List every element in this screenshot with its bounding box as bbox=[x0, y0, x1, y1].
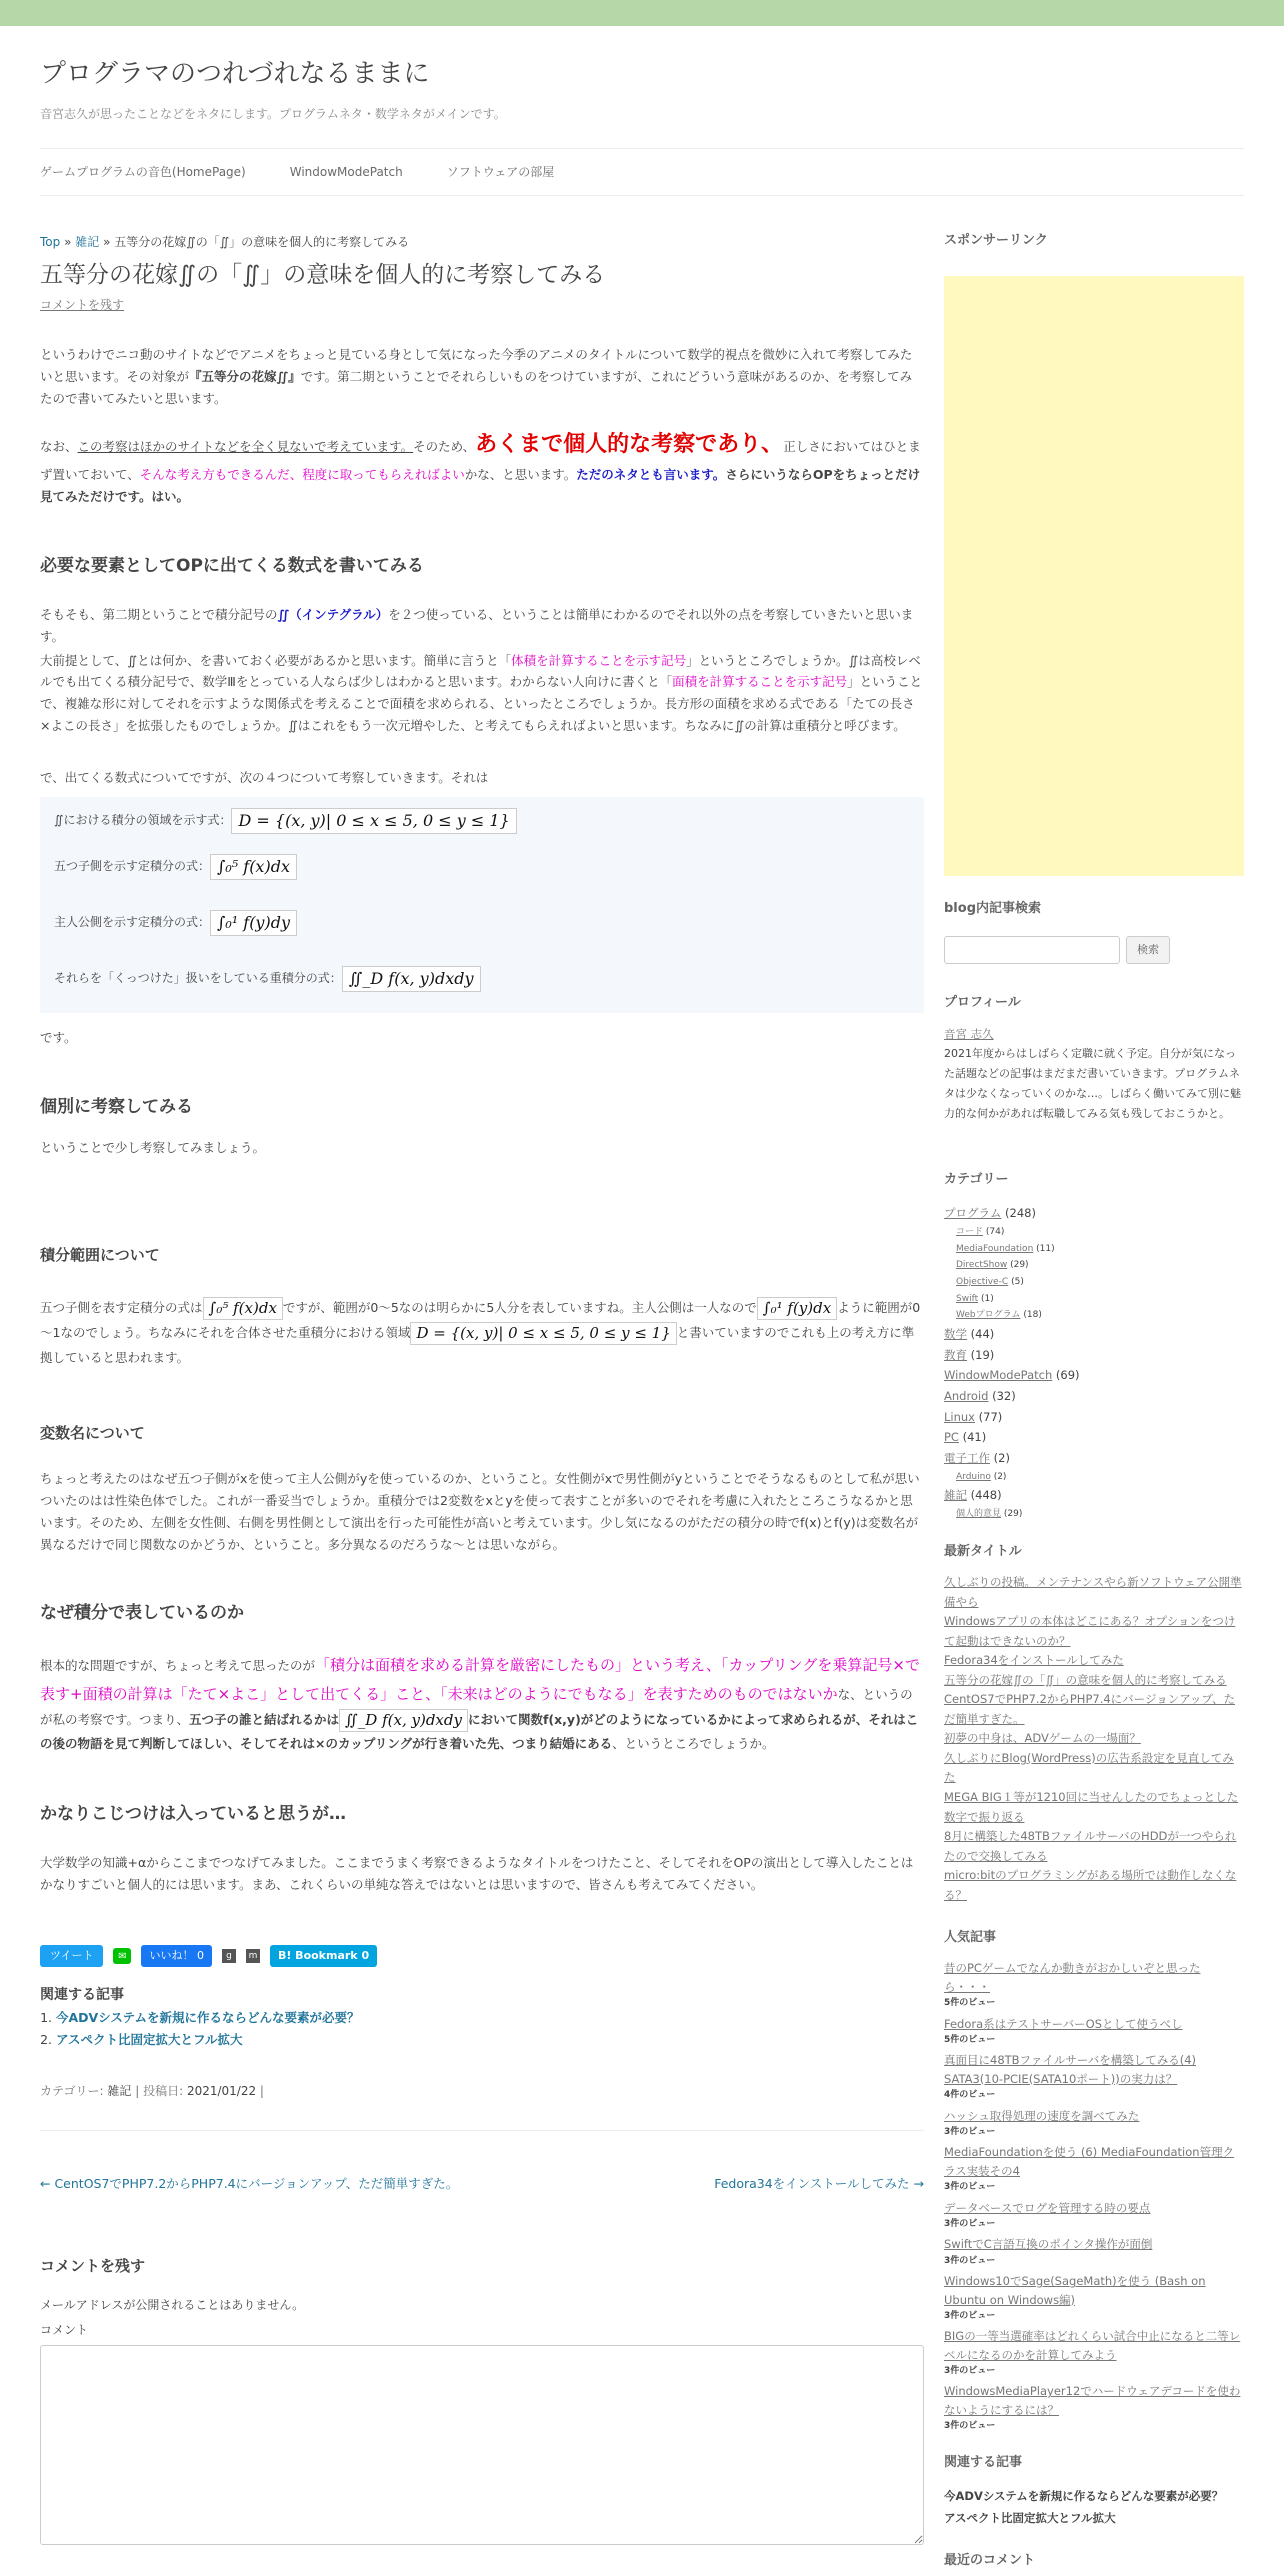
popular-post-link[interactable]: 真面目に48TBファイルサーバを構築してみる(4) SATA3(10-PCIE(SATA10ポート))の実力は？ bbox=[944, 2053, 1197, 2086]
category-item bbox=[944, 1203, 1244, 1224]
subcategory-count: (18) bbox=[1020, 1310, 1042, 1321]
heading-range: 積分範囲について bbox=[40, 1246, 160, 1265]
formula-row: 主人公側を示す定積分の式： ∫₀¹ f(y)dy bbox=[54, 895, 910, 951]
view-count: 5件のビュー bbox=[944, 2035, 996, 2046]
comment-note: メールアドレスが公開されることはありません。 bbox=[40, 2298, 305, 2313]
sponsor-title: スポンサーリンク bbox=[944, 233, 1048, 248]
related-link[interactable]: 今ADVシステムを新規に作るならどんな要素が必要？ bbox=[56, 2010, 360, 2026]
profile-name[interactable]: 音宮 志久 bbox=[944, 1026, 994, 1041]
nav-item-windowmodepatch[interactable]: WindowModePatch bbox=[289, 164, 403, 179]
post-title: 五等分の花嫁∬の「∬」の意味を個人的に考察してみる bbox=[40, 262, 606, 288]
subcategory-count: (74) bbox=[983, 1227, 1005, 1238]
category-item bbox=[944, 1407, 1244, 1428]
heading-variables: 変数名について bbox=[40, 1423, 145, 1442]
paragraph-why: 根本的な問題ですが、ちょっと考えて思ったのが「積分は面積を求める計算を厳密にしたもの」という考え、「カップリングを乗算記号×で表す+面積の計算は「たて×よこ」として出てくる」こと、「未来はどのようにでもなる」を表すためのものではないかな、というのが私の考察です。つまり、五つ子の誰と結ばれるかは ∬_D f(x, y)dxdy において関数f(x,y)がどのようになっているかによって求められるが、それはこの後の物語を見て判断してほしい、そしてそれは×のカップリングが行き着いた先、つまり結婚にある、というところでしょうか。 bbox=[40, 1656, 920, 1752]
hatena-bookmark-button[interactable]: B! Bookmark 0 bbox=[270, 1945, 377, 1966]
paragraph-definition: 大前提として、∬とは何か、を書いておく必要があるかと思います。簡単に言うと「体積を計算することを示す記号」というところでしょうか。∬は高校レベルでも出てくる積分記号で、数学Ⅲをとっている人ならば少しはわかると思います。わからない人向けに書くと「面積を計算することを示す記号」ということで、複雑な形に対してそれを示すような関係式を考えることで面積を求められる、といったところでしょうか。長方形の面積を求める式である「たての長さ×よこの長さ」を拡張したものでしょうか。∬はこれをもう一次元増やした、と考えてもらえればよいと思います。ちなみに∬の計算は重積分と呼びます。 bbox=[40, 652, 923, 734]
search-input[interactable] bbox=[944, 936, 1120, 964]
breadcrumb-current: 五等分の花嫁∬の「∬」の意味を個人的に考察してみる bbox=[114, 235, 410, 249]
popular-post-link[interactable]: データベースでログを管理する時の要点 bbox=[944, 2200, 1151, 2215]
recent-post-link[interactable]: 久しぶりにBlog(WordPress)の広告系設定を見直してみた bbox=[944, 1750, 1234, 1785]
view-count: 5件のビュー bbox=[944, 1998, 996, 2009]
popular-post-link[interactable]: ハッシュ取得処理の速度を調べてみた bbox=[944, 2108, 1140, 2123]
category-count: (448) bbox=[967, 1488, 1002, 1503]
category-link[interactable]: 教育 bbox=[944, 1347, 967, 1362]
recent-post-link[interactable]: 久しぶりの投稿。メンテナンスやら新ソフトウェア公開準備やら bbox=[944, 1574, 1242, 1609]
subcategory-link[interactable]: Arduino bbox=[956, 1471, 991, 1482]
date-link[interactable]: 2021/01/22 bbox=[186, 2083, 257, 2098]
category-item bbox=[944, 1427, 1244, 1448]
subcategory-item bbox=[956, 1241, 1244, 1258]
recent-post-link[interactable]: CentOS7でPHP7.2からPHP7.4にバージョンアップ、ただ簡単すぎた。 bbox=[944, 1692, 1235, 1726]
subcategory-item bbox=[956, 1291, 1244, 1308]
divider bbox=[40, 2130, 924, 2131]
formula-row: 五つ子側を示す定積分の式： ∫₀⁵ f(x)dx bbox=[54, 839, 910, 895]
comment-title: コメントを残す bbox=[40, 2256, 146, 2275]
next-post-link[interactable]: Fedora34をインストールしてみた → bbox=[714, 2175, 924, 2191]
formula-row: それらを「くっつけた」扱いをしている重積分の式： ∬_D f(x, y)dxdy bbox=[54, 951, 910, 1007]
popular-post-link[interactable]: Fedora系はテストサーバーOSとして使うべし bbox=[944, 2016, 1183, 2031]
mixi-icon[interactable]: m bbox=[246, 1949, 260, 1963]
subcategory-link[interactable]: 個人的意見 bbox=[956, 1509, 1002, 1520]
category-title: カテゴリー bbox=[944, 1172, 1009, 1188]
recent-post-link[interactable]: MEGA BIG１等が1210回に当せんしたのでちょっとした数字で振り返る bbox=[944, 1790, 1239, 1824]
category-link[interactable]: 数学 bbox=[944, 1327, 967, 1342]
subcategory-count: (2) bbox=[990, 1471, 1007, 1482]
category-item bbox=[944, 1448, 1244, 1469]
line-icon[interactable]: ✉ bbox=[113, 1948, 131, 1964]
recent-post-link[interactable]: Windowsアプリの本体はどこにある？オプションをつけて起動はできないのか？ bbox=[944, 1614, 1236, 1648]
paragraph-individual: ということで少し考察してみましょう。 bbox=[40, 1139, 266, 1155]
formula-protagonist: ∫₀¹ f(y)dy bbox=[210, 910, 297, 937]
category-item bbox=[944, 1345, 1244, 1366]
subcategory-link[interactable]: MediaFoundation bbox=[956, 1243, 1034, 1254]
popular-post-link[interactable]: WindowsMediaPlayer12でハードウェアデコードを使わないようにするには？ bbox=[944, 2384, 1241, 2417]
share-buttons bbox=[40, 1945, 924, 1966]
sidebar-related-title: 関連する記事 bbox=[944, 2454, 1023, 2470]
formula-double-integral: ∬_D f(x, y)dxdy bbox=[342, 966, 481, 993]
facebook-like-button[interactable]: いいね！ 0 bbox=[141, 1945, 212, 1966]
related-title: 関連する記事 bbox=[40, 1986, 124, 2003]
category-count: (2) bbox=[990, 1451, 1010, 1466]
subcategory-count: (29) bbox=[1001, 1509, 1023, 1520]
category-count: (77) bbox=[975, 1409, 1003, 1424]
breadcrumb-sep: » bbox=[60, 235, 76, 249]
popular-post-link[interactable]: MediaFoundationを使う (6) MediaFoundation管理クラス実装その4 bbox=[944, 2145, 1235, 2178]
ad-area[interactable] bbox=[944, 276, 1244, 876]
heading-individual: 個別に考察してみる bbox=[40, 1096, 193, 1117]
recent-list bbox=[944, 1573, 1244, 1905]
category-list bbox=[944, 1203, 1244, 1522]
main-content bbox=[40, 232, 924, 2552]
site-title[interactable]: プログラマのつれづれなるままに bbox=[40, 59, 430, 89]
breadcrumb bbox=[40, 232, 924, 253]
prev-post-link[interactable]: ← CentOS7でPHP7.2からPHP7.4にバージョンアップ、ただ簡単すぎた。 bbox=[40, 2175, 459, 2191]
related-list bbox=[56, 2007, 924, 2051]
profile-text: 2021年度からはしばらく定職に就く予定。自分が気になった話題などの記事はまだまだ書いていきます。プログラムネタは少なくなっていくのかな…。しばらく働いてみて別に魅力的な何かがあれば転職してみる気も残しておこうかと。 bbox=[944, 1047, 1241, 1120]
paragraph-desu: です。 bbox=[40, 1029, 77, 1045]
category-count: (41) bbox=[958, 1430, 987, 1445]
search-title: blog内記事検索 bbox=[944, 901, 1041, 917]
paragraph-intro: というわけでニコ動のサイトなどでアニメをちょっと見ている身として気になった今季のアニメのタイトルについて数学的視点を微妙に入れて考察してみたいと思います。その対象が『五等分の花嫁∬』です。第二期ということでそれらしいものをつけていますが、これにどういう意味があるのか、を考察してみたので書いてみたいと思います。 bbox=[40, 347, 913, 406]
recent-title: 最新タイトル bbox=[944, 1543, 1022, 1559]
popular-post-link[interactable]: 昔のPCゲームでなんか動きがおかしいぞと思ったら・・・ bbox=[944, 1961, 1201, 1994]
view-count: 3件のビュー bbox=[944, 2182, 996, 2193]
popular-list bbox=[944, 1959, 1244, 2433]
category-count: (44) bbox=[967, 1327, 995, 1342]
profile-title: プロフィール bbox=[944, 995, 1021, 1011]
category-item bbox=[944, 1365, 1244, 1386]
recent-post-link[interactable]: 五等分の花嫁∬の「∬」の意味を個人的に考察してみる bbox=[944, 1672, 1227, 1687]
category-count: (19) bbox=[967, 1347, 995, 1362]
nav-item-homepage[interactable]: ゲームプログラムの音色(HomePage) bbox=[40, 164, 246, 179]
subcategory-count: (29) bbox=[1007, 1260, 1029, 1271]
category-count: (248) bbox=[1001, 1206, 1036, 1221]
subcategory-count: (5) bbox=[1008, 1277, 1024, 1288]
breadcrumb-category[interactable]: 雑記 bbox=[75, 235, 100, 249]
view-count: 3件のビュー bbox=[944, 2366, 996, 2377]
google-icon[interactable]: g bbox=[222, 1949, 236, 1963]
nav-item-software[interactable]: ソフトウェアの部屋 bbox=[446, 164, 555, 179]
recent-comments-title: 最近のコメント bbox=[944, 2552, 1036, 2568]
subcategory-item bbox=[956, 1469, 1244, 1486]
sidebar-related-link[interactable]: 今ADVシステムを新規に作るならどんな要素が必要？ bbox=[944, 2488, 1224, 2503]
category-link[interactable]: 電子工作 bbox=[944, 1451, 990, 1466]
view-count: 3件のビュー bbox=[944, 2218, 996, 2229]
list-item bbox=[56, 2007, 924, 2029]
site-description: 音宮志久が思ったことなどをネタにします。プログラムネタ・数学ネタがメインです。 bbox=[40, 107, 506, 121]
related-link[interactable]: アスペクト比固定拡大とフル拡大 bbox=[56, 2032, 243, 2048]
tweet-button[interactable]: ツイート bbox=[40, 1945, 103, 1966]
formula-domain: D = {(x, y)| 0 ≤ x ≤ 5, 0 ≤ y ≤ 1} bbox=[231, 808, 516, 835]
paragraph-note: なお、この考察はほかのサイトなどを全く見ないで考えています。そのため、あくまで個人的な考察であり、正しさにおいてはひとまず置いておいて、そんな考え方もできるんだ、程度に取ってもらえればよいかな、と思います。ただのネタとも言います。さらにいうならOPをちょっとだけ見てみただけです。はい。 bbox=[40, 431, 921, 505]
subcategory-link[interactable]: DirectShow bbox=[956, 1260, 1008, 1271]
popular-title: 人気記事 bbox=[944, 1930, 997, 1946]
paragraph-integral: そもそも、第二期ということで積分記号の∬（インテグラル）を２つ使っている、ということは簡単にわかるのでそれ以外の点を考察していきたいと思います。 bbox=[40, 606, 914, 644]
category-link[interactable]: 雑記 bbox=[944, 1488, 967, 1503]
subcategory-link[interactable]: Webプログラム bbox=[956, 1310, 1021, 1321]
subcategory-item bbox=[956, 1257, 1244, 1274]
search-form bbox=[944, 936, 1244, 964]
subcategory-item bbox=[956, 1506, 1244, 1523]
paragraph-variables: ちょっと考えたのはなぜ五つ子側がxを使って主人公側がyを使っているのか、ということ。女性側がxで男性側がyということでそうなるものとして私が思いついたのはは性染色体でした。これが一番妥当でしょうか。重積分では2変数をxとyを使って表すことが多いのでそれを考慮に入れたところこうなるかと思います。そのため、左側を女性側、右側を男性側として演出を行った可能性が高いと考えています。少し気になるのがただの積分の時でf(x)とf(y)は変数名が異なるだけで同じ関数なのかどうか、ということ。多分異なるのだろうな～とは思いながら。 bbox=[40, 1470, 920, 1552]
search-button[interactable]: 検索 bbox=[1126, 936, 1170, 964]
popular-post-link[interactable]: Windows10でSage(SageMath)を使う (Bash on Ubuntu on Windows編) bbox=[944, 2274, 1206, 2307]
category-item bbox=[944, 1485, 1244, 1506]
comment-textarea[interactable] bbox=[40, 2345, 924, 2545]
recent-post-link[interactable]: 8月に構築した48TBファイルサーバのHDDが一つやられたので交換してみる bbox=[944, 1829, 1237, 1863]
subcategory-link[interactable]: Swift bbox=[956, 1293, 979, 1304]
category-link[interactable]: Android bbox=[944, 1389, 989, 1404]
view-count: 3件のビュー bbox=[944, 2126, 996, 2137]
category-count: (69) bbox=[1052, 1368, 1080, 1383]
view-count: 3件のビュー bbox=[944, 2255, 996, 2266]
subcategory-item bbox=[956, 1274, 1244, 1291]
category-item bbox=[944, 1324, 1244, 1345]
main-nav bbox=[40, 148, 1244, 196]
view-count: 3件のビュー bbox=[944, 2310, 996, 2321]
formula-box bbox=[40, 797, 924, 1013]
heading-why: なぜ積分で表しているのか bbox=[40, 1603, 244, 1624]
recent-post-link[interactable]: micro:bitのプログラミングがある場所では動作しなくなる？ bbox=[944, 1868, 1237, 1902]
sidebar-related-list bbox=[944, 2486, 1244, 2530]
sidebar-related-link[interactable]: アスペクト比固定拡大とフル拡大 bbox=[944, 2510, 1116, 2525]
recent-post-link[interactable]: Fedora34をインストールしてみた bbox=[944, 1653, 1124, 1668]
view-count: 4件のビュー bbox=[944, 2090, 996, 2101]
recent-post-link[interactable]: 初夢の中身は、ADVゲームの一場面？ bbox=[944, 1731, 1141, 1746]
category-link[interactable]: PC bbox=[944, 1430, 959, 1445]
post-navigation bbox=[40, 2173, 924, 2195]
category-link[interactable]: 雑記 bbox=[107, 2083, 132, 2098]
popular-post-link[interactable]: BIGの一等当選確率はどれくらい試合中止になると二等レベルになるのかを計算してみよう bbox=[944, 2329, 1241, 2362]
breadcrumb-sep: » bbox=[99, 235, 115, 249]
category-count: (32) bbox=[988, 1389, 1016, 1404]
subcategory-link[interactable]: Objective-C bbox=[956, 1277, 1009, 1288]
breadcrumb-top[interactable]: Top bbox=[40, 235, 61, 249]
paragraph-forced: 大学数学の知識+αからここまでつなげてみました。ここまでうまく考察できるようなタイトルをつけたこと、そしてそれをOPの演出として導入したことはかなりすごいと個人的には思います。まあ、これくらいの単純な答えではないとは思いますので、皆さんも考えてみてください。 bbox=[40, 1854, 914, 1892]
heading-elements: 必要な要素としてOPに出てくる数式を書いてみる bbox=[40, 556, 424, 577]
popular-post-link[interactable]: SwiftでC言語互換のポインタ操作が面倒 bbox=[944, 2237, 1153, 2252]
category-link[interactable]: WindowModePatch bbox=[944, 1368, 1053, 1383]
leave-comment-link[interactable]: コメントを残す bbox=[40, 298, 125, 313]
formula-sisters: ∫₀⁵ f(x)dx bbox=[210, 854, 297, 881]
paragraph-formulas-intro: で、出てくる数式についてですが、次の４つについて考察していきます。それは bbox=[40, 770, 489, 786]
top-bar bbox=[0, 0, 1284, 26]
category-link[interactable]: プログラム bbox=[944, 1206, 1002, 1221]
heading-forced: かなりこじつけは入っていると思うが… bbox=[40, 1803, 346, 1824]
paragraph-range: 五つ子側を表す定積分の式は ∫₀⁵ f(x)dx ですが、範囲が0～5なのは明らかに5人分を表していますね。主人公側は一人なので ∫₀¹ f(y)dx ように範囲が0～1なのでしょう。ちなみにそれを合体させた重積分における領域 D = {(x, y)| 0 ≤ x ≤ 5, 0 ≤ y ≤ 1} と書いていますのでこれも上の考え方に準拠していると思われます。 bbox=[40, 1298, 921, 1365]
subcategory-link[interactable]: コード bbox=[956, 1227, 984, 1238]
subcategory-item bbox=[956, 1224, 1244, 1241]
entry-meta: カテゴリー: 雑記 | 投稿日: 2021/01/22 | bbox=[40, 2083, 264, 2098]
sidebar bbox=[944, 232, 1244, 2568]
formula-row: ∬における積分の領域を示す式： D = {(x, y)| 0 ≤ x ≤ 5, 0 ≤ y ≤ 1} bbox=[54, 803, 910, 839]
subcategory-item bbox=[956, 1307, 1244, 1324]
view-count: 3件のビュー bbox=[944, 2421, 996, 2432]
list-item bbox=[56, 2029, 924, 2051]
subcategory-count: (11) bbox=[1033, 1243, 1055, 1254]
comment-label: コメント bbox=[40, 2323, 89, 2338]
subcategory-count: (1) bbox=[978, 1293, 994, 1304]
category-item bbox=[944, 1386, 1244, 1407]
category-link[interactable]: Linux bbox=[944, 1409, 975, 1424]
